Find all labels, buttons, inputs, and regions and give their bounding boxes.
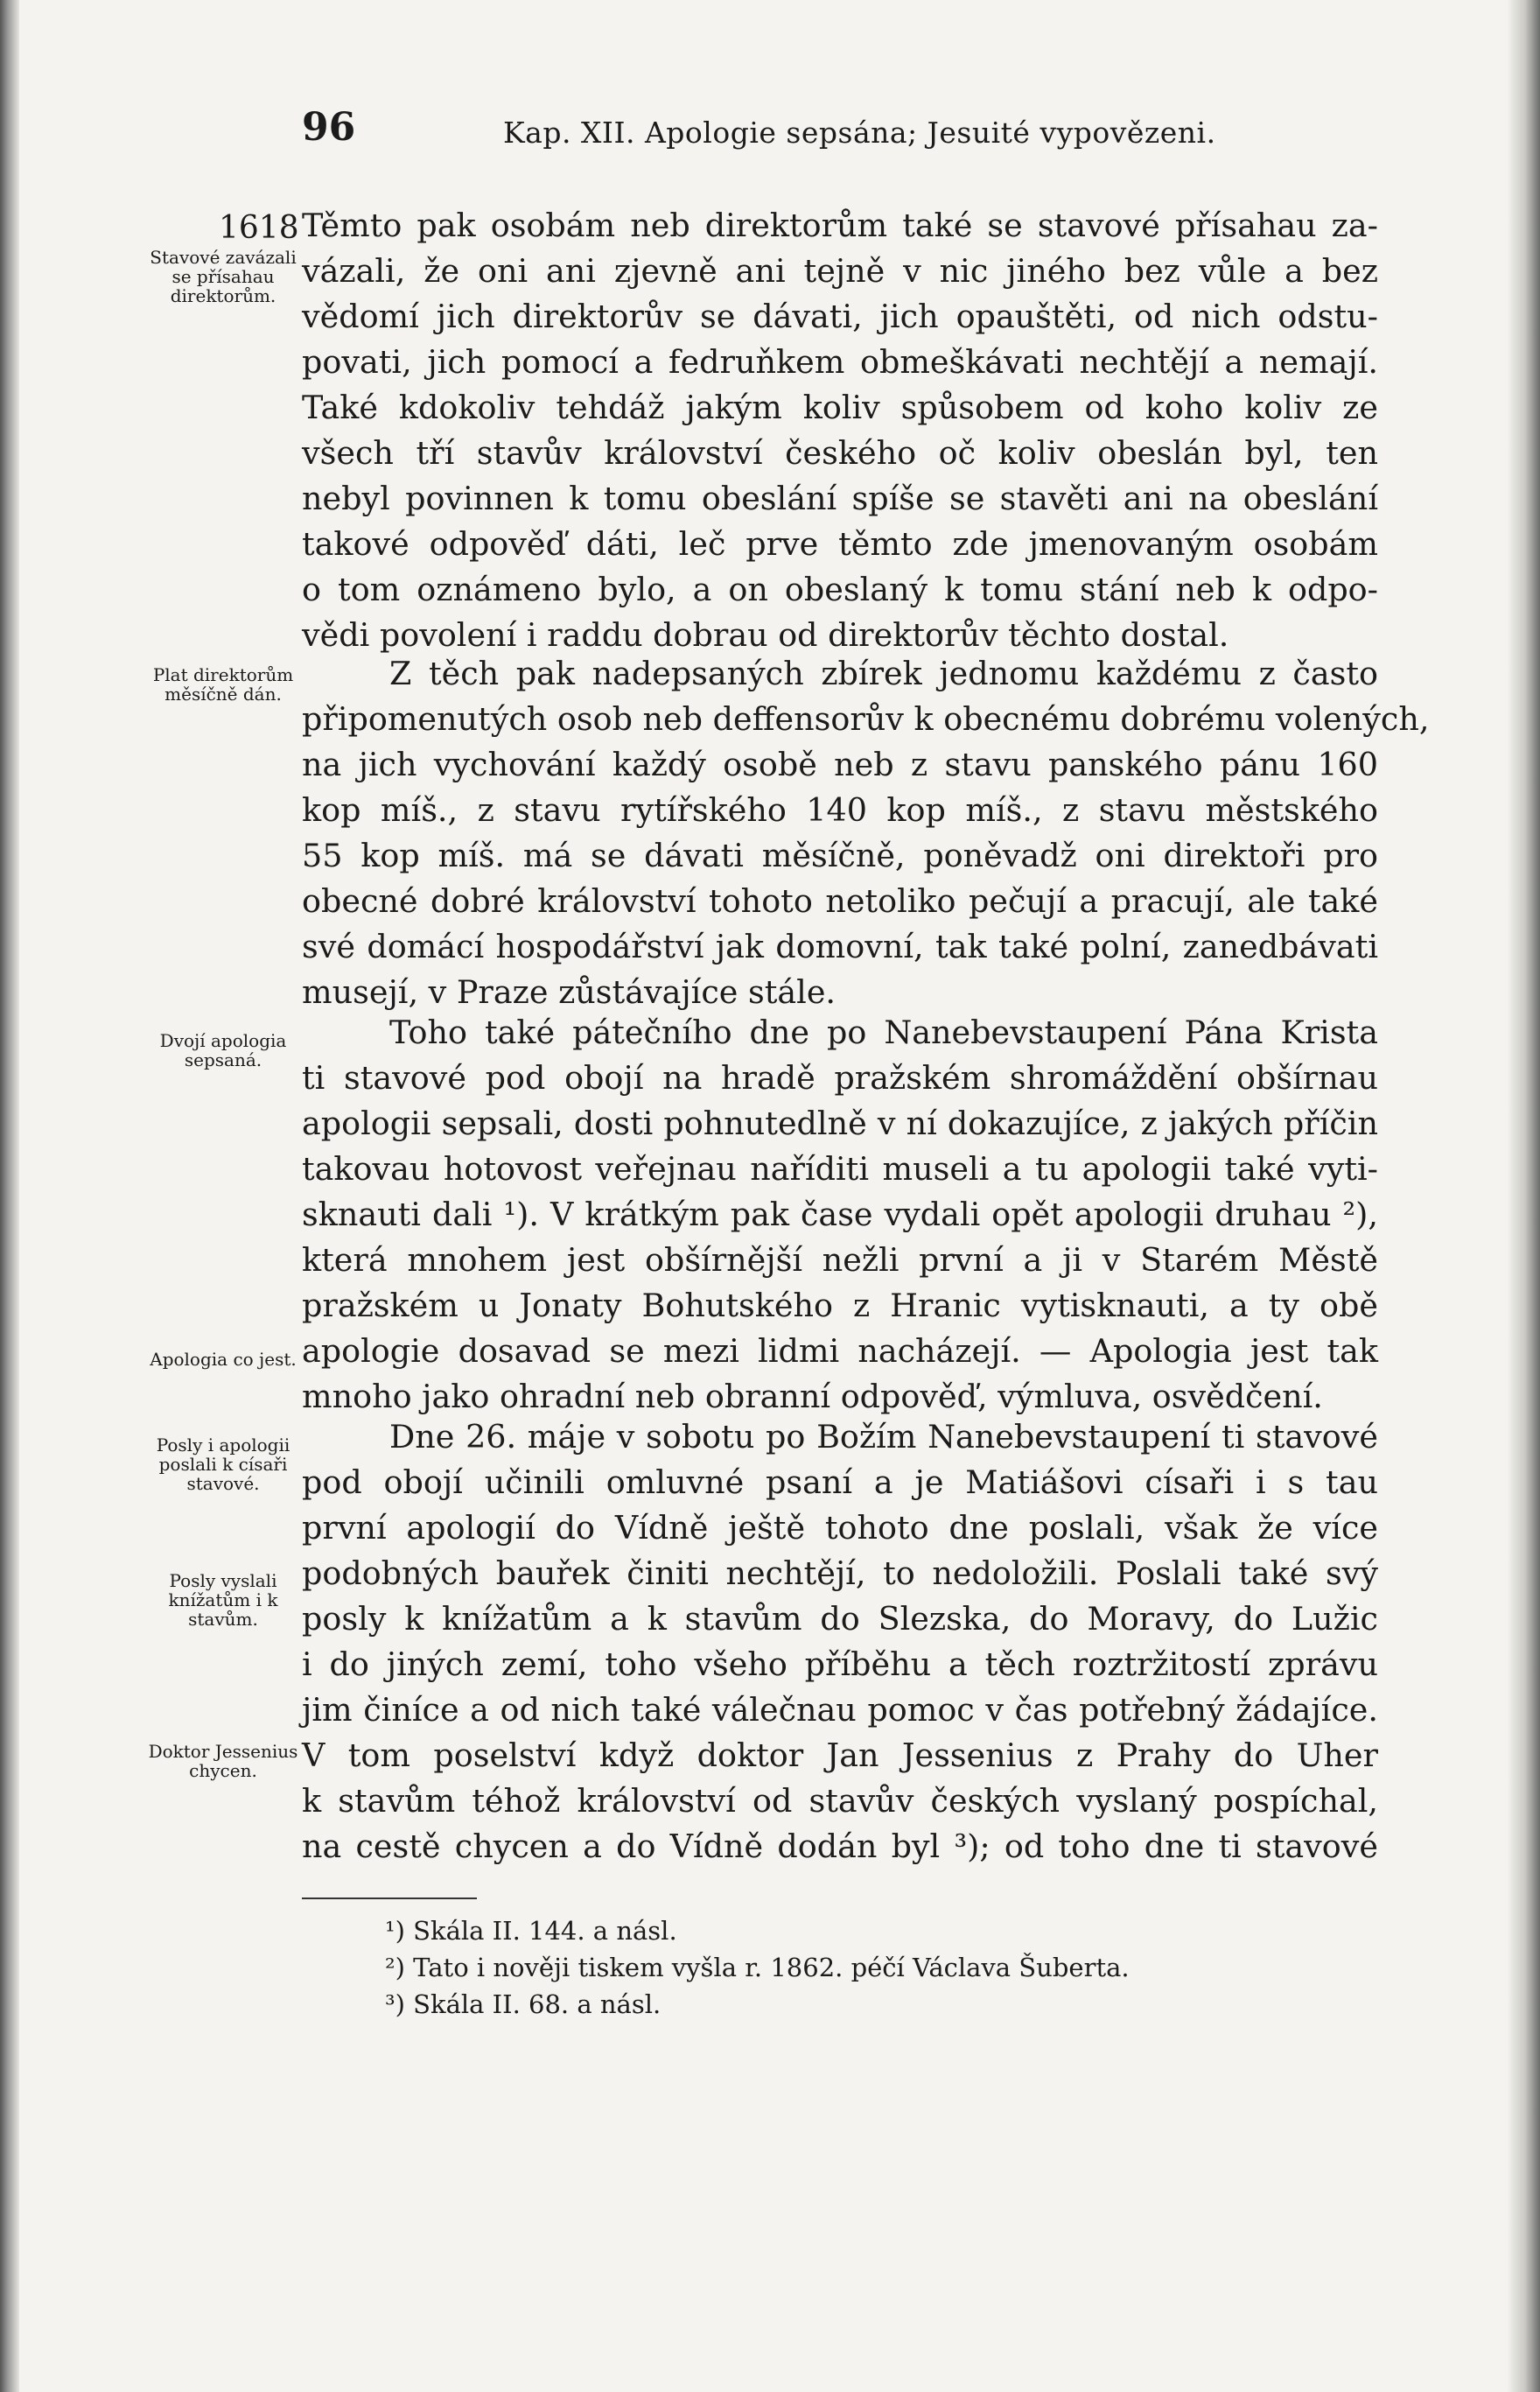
- footnote: ²) Tato i nověji tiskem vyšla r. 1862. péčí Václava Šuberta.: [385, 1953, 1130, 1982]
- margin-note-oath: Stavové zavázali se přísahau direktorům.: [150, 247, 297, 306]
- text-line: o tom oznámeno bylo, a on obeslaný k tomu stání neb k odpo-: [302, 571, 1378, 608]
- text-line: musejí, v Praze zůstávajíce stále.: [302, 973, 836, 1011]
- scan-shadow-right: [1507, 0, 1540, 2392]
- text-line: vědomí jich direktorův se dávati, jich opauštěti, od nich odstu-: [302, 298, 1378, 335]
- page-header: [302, 105, 1378, 158]
- margin-note-envoys-princes: Posly vyslali knížatům i k stavům.: [168, 1570, 278, 1630]
- text-line: sknauti dali ¹). V krátkým pak čase vydali opět apologii druhau ²),: [302, 1196, 1378, 1233]
- text-line: apologie dosavad se mezi lidmi nacházejí. — Apologia jest tak: [302, 1332, 1378, 1370]
- footnote: ³) Skála II. 68. a násl.: [385, 1989, 662, 2019]
- text-line: i do jiných zemí, toho všeho příběhu a těch roztržitostí zprávu: [302, 1645, 1378, 1683]
- text-line: pražském u Jonaty Bohutského z Hranic vytisknauti, a ty obě: [302, 1287, 1378, 1324]
- text-line: Dne 26. máje v sobotu po Božím Nanebevstaupení ti stavové: [389, 1418, 1378, 1456]
- text-line: všech tří stavův království českého oč koliv obeslán byl, ten: [302, 434, 1378, 472]
- margin-note-apologies: Dvojí apologia sepsaná.: [159, 1030, 287, 1070]
- page-number: 96: [302, 105, 356, 150]
- margin-note-salary: Plat direktorům měsíčně dán.: [152, 664, 294, 705]
- text-line: V tom poselství když doktor Jan Jessenius z Prahy do Uher: [302, 1736, 1378, 1774]
- text-line: jim činíce a od nich také válečnau pomoc v čas potřebný žádajíce.: [302, 1691, 1378, 1729]
- margin-note-envoys-emperor: Posly i apologii poslali k císaři stavové.: [156, 1434, 290, 1494]
- text-line: pod obojí učinili omluvné psaní a je Matiášovi císaři i s tau: [302, 1463, 1378, 1501]
- text-line: 55 kop míš. má se dávati měsíčně, poněvadž oni direktoři pro: [302, 837, 1378, 874]
- text-line: vědi povolení i raddu dobrau od direktorův těchto dostal.: [302, 616, 1229, 654]
- margin-note-jessenius: Doktor Jessenius chycen.: [148, 1741, 298, 1781]
- text-line: své domácí hospodářství jak domovní, tak také polní, zanedbávati: [302, 928, 1378, 965]
- text-line: připomenutých osob neb deffensorův k obecnému dobrému volených,: [302, 700, 1430, 738]
- text-line: takové odpověď dáti, leč prve těmto zde jmenovaným osobám: [302, 525, 1378, 563]
- year-note: 1618: [219, 210, 299, 246]
- text-line: Také kdokoliv tehdáž jakým koliv spůsobem od koho koliv ze: [302, 389, 1378, 426]
- text-line: posly k knížatům a k stavům do Slezska, do Moravy, do Lužic: [302, 1600, 1378, 1638]
- text-line: která mnohem jest obšírnější nežli první a ji v Starém Městě: [302, 1241, 1378, 1279]
- footnote: ¹) Skála II. 144. a násl.: [385, 1916, 677, 1946]
- text-line: Z těch pak nadepsaných zbírek jednomu každému z často: [389, 655, 1378, 692]
- text-line: Toho také pátečního dne po Nanebevstaupení Pána Krista: [389, 1014, 1378, 1051]
- text-line: vázali, že oni ani zjevně ani tejně v nic jiného bez vůle a bez: [302, 252, 1378, 290]
- text-line: k stavům téhož království od stavův českých vyslaný pospíchal,: [302, 1782, 1378, 1820]
- text-line: první apologií do Vídně ještě tohoto dne poslali, však že více: [302, 1509, 1378, 1547]
- running-head: Kap. XII. Apologie sepsána; Jesuité vypovězeni.: [503, 116, 1216, 150]
- footnote-divider: [302, 1897, 477, 1899]
- text-line: na cestě chycen a do Vídně dodán byl ³); od toho dne ti stavové: [302, 1827, 1378, 1865]
- text-line: Těmto pak osobám neb direktorům také se stavové přísahau za-: [302, 207, 1378, 244]
- text-line: obecné dobré království tohoto netoliko pečují a pracují, ale také: [302, 882, 1378, 920]
- text-line: na jich vychování každý osobě neb z stavu panského pánu 160: [302, 746, 1378, 783]
- text-line: kop míš., z stavu rytířského 140 kop míš., z stavu městského: [302, 791, 1378, 829]
- scan-shadow-left: [0, 0, 19, 2392]
- text-line: nebyl povinnen k tomu obeslání spíše se stavěti ani na obeslání: [302, 480, 1378, 517]
- margin-note-apologia-definition: Apologia co jest.: [150, 1349, 297, 1370]
- text-line: takovau hotovost veřejnau naříditi museli a tu apologii také vyti-: [302, 1150, 1378, 1188]
- text-line: podobných bauřek činiti nechtějí, to nedoložili. Poslali také svý: [302, 1554, 1378, 1592]
- text-line: apologii sepsali, dosti pohnutedlně v ní dokazujíce, z jakých příčin: [302, 1105, 1378, 1142]
- text-line: ti stavové pod obojí na hradě pražském shromáždění obšírnau: [302, 1059, 1378, 1097]
- text-line: mnoho jako ohradní neb obranní odpověď, výmluva, osvědčení.: [302, 1378, 1323, 1415]
- text-line: povati, jich pomocí a fedruňkem obmeškávati nechtějí a nemají.: [302, 343, 1378, 381]
